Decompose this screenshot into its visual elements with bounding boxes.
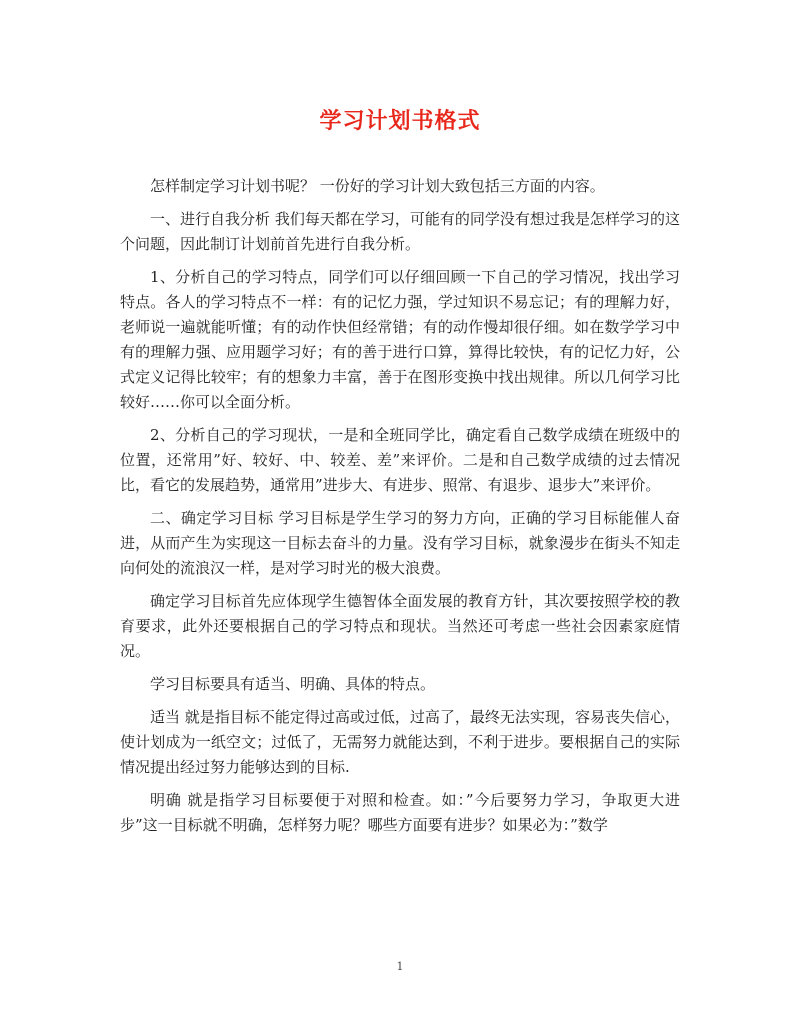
page-number: 1 <box>396 960 404 973</box>
paragraph-goal-features: 学习目标要具有适当、明确、具体的特点。 <box>150 675 436 693</box>
paragraph-clear: 明确 就是指学习目标要便于对照和检查。如：”今后要努力学习，争取更大进步”这一目标就不明确，怎样努力呢？哪些方面要有进步？如果必为：”数学 <box>120 791 680 834</box>
paragraph-learning-traits: 1、分析自己的学习特点，同学们可以仔细回顾一下自己的学习情况，找出学习特点。各人的学习特点不一样：有的记忆力强，学过知识不易忘记；有的理解力好，老师说一遍就能听懂；有的动作快但经常错；有的动作慢却很仔细。如在数学学习中有的理解力强、应用题学习好；有的善于进行口算，算得比较快，有的记忆力好，公式定义记得比较牢；有的想象力丰富，善于在图形变换中找出规律。所以几何学习比较好……你可以全面分析。 <box>120 268 680 411</box>
page-title: 学习计划书格式 <box>319 108 481 134</box>
paragraph-set-goals: 二、确定学习目标 学习目标是学生学习的努力方向，正确的学习目标能催人奋进，从而产生为实现这一目标去奋斗的力量。没有学习目标，就象漫步在街头不知走向何处的流浪汉一样，是对学习时光的极大浪费。 <box>120 509 680 577</box>
paragraph-self-analysis: 一、进行自我分析 我们每天都在学习，可能有的同学没有想过我是怎样学习的这个问题，因此制订计划前首先进行自我分析。 <box>120 210 680 253</box>
paragraph-appropriate: 适当 就是指目标不能定得过高或过低，过高了，最终无法实现，容易丧失信心，使计划成为一纸空文；过低了，无需努力就能达到，不利于进步。要根据自己的实际情况提出经过努力能够达到的目标. <box>120 708 680 776</box>
paragraph-intro: 怎样制定学习计划书呢？ 一份好的学习计划大致包括三方面的内容。 <box>150 177 605 195</box>
document-body <box>120 174 680 846</box>
paragraph-goal-principles: 确定学习目标首先应体现学生德智体全面发展的教育方针，其次要按照学校的教育要求，此外还要根据自己的学习特点和现状。当然还可考虑一些社会因素家庭情况。 <box>120 592 680 660</box>
paragraph-learning-status: 2、分析自己的学习现状，一是和全班同学比，确定看自己数学成绩在班级中的位置，还常用”好、较好、中、较差、差”来评价。二是和自己数学成绩的过去情况比，看它的发展趋势，通常用”进步大、有进步、照常、有退步、退步大”来评价。 <box>120 426 680 494</box>
